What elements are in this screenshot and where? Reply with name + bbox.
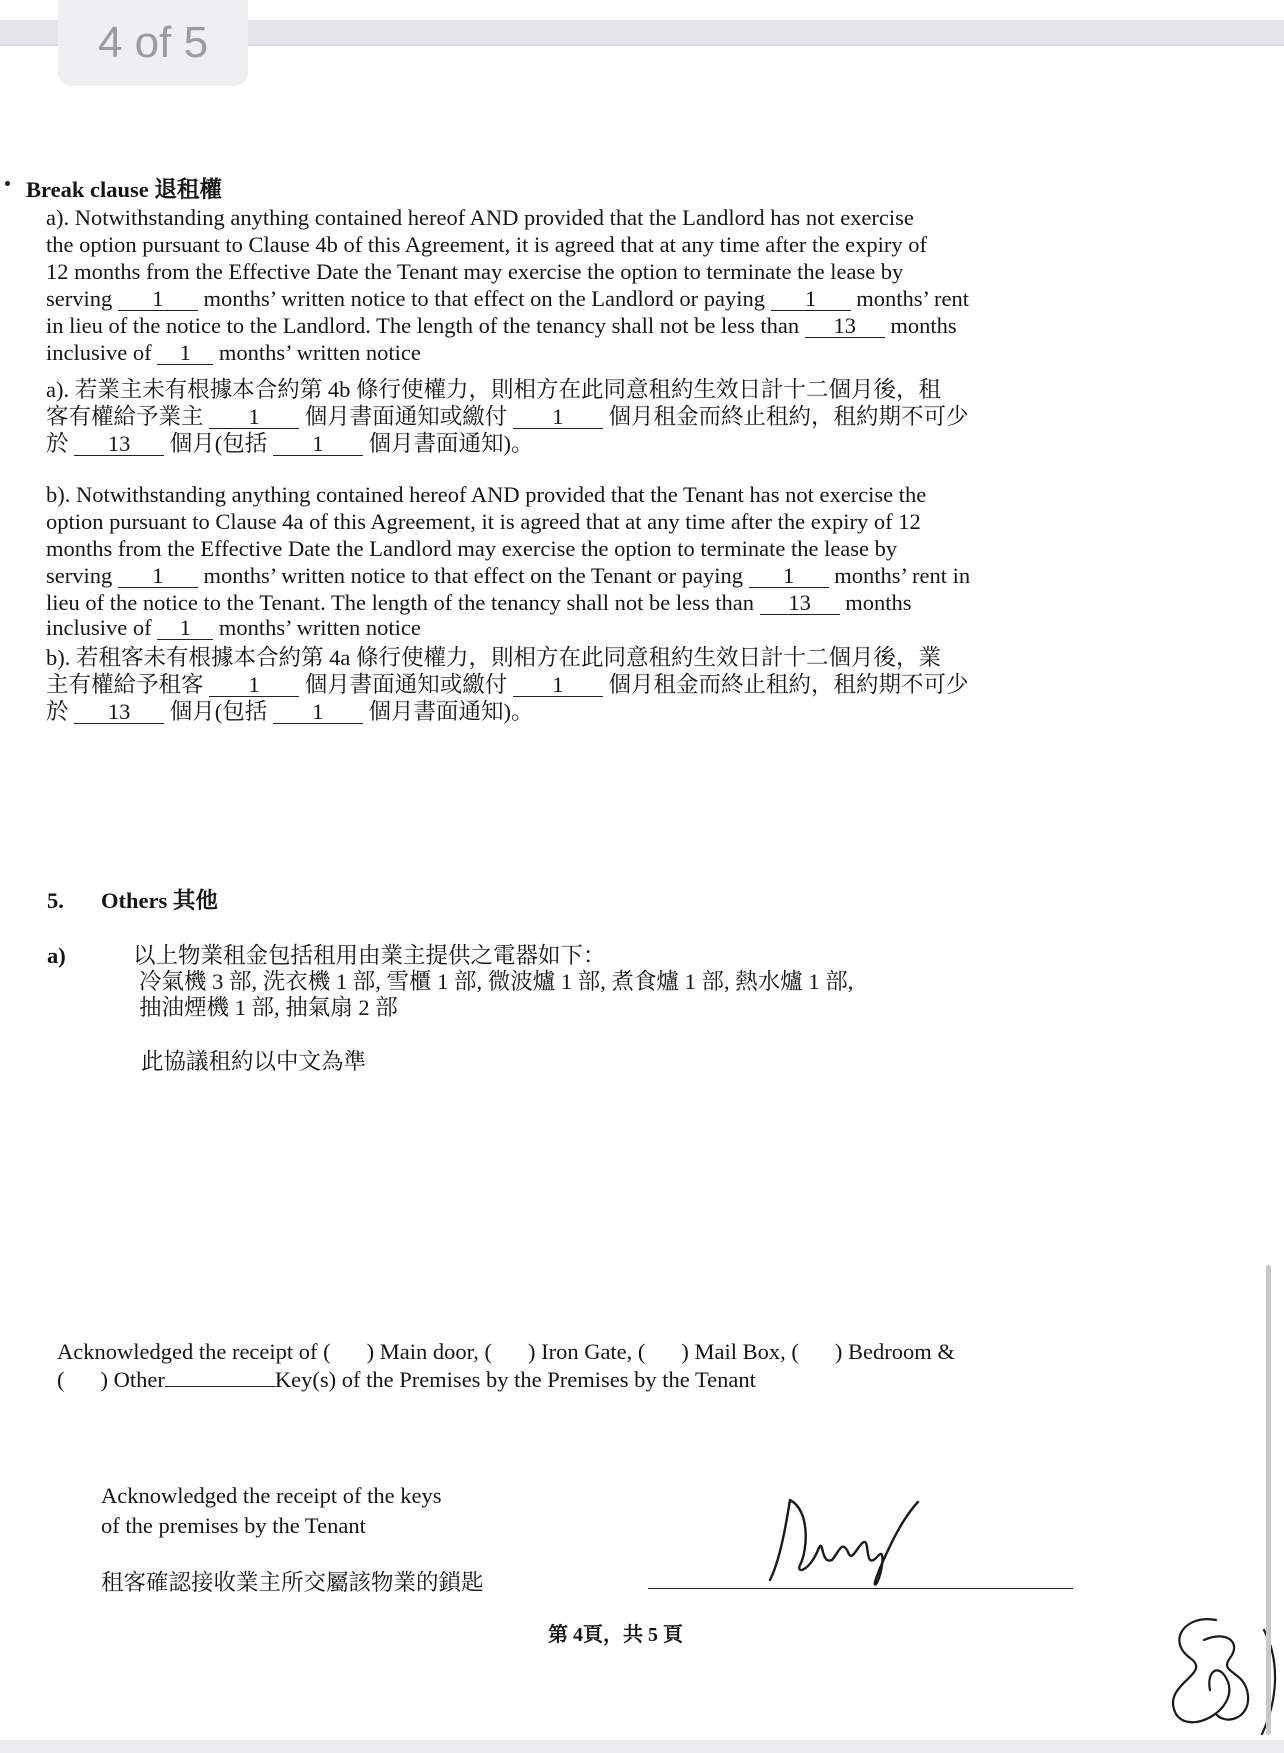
page-indicator: 4 of 5 bbox=[58, 0, 248, 86]
text: months’ written notice bbox=[218, 340, 421, 365]
clause-4b-en-line: option pursuant to Clause 4a of this Agreement, it is agreed that at any time after the expiry of 12 bbox=[46, 509, 921, 534]
text: ) Other bbox=[100, 1367, 165, 1392]
clause-4b-en-line: b). Notwithstanding anything contained hereof AND provided that the Tenant has not exercise the bbox=[46, 482, 927, 507]
text: 於 bbox=[46, 431, 69, 456]
clause-4b-zh-line: b). 若租客未有根據本合約第 4a 條行使權力，則相方在此同意租約生效日計十二個月後，業 bbox=[46, 645, 941, 670]
text: 個月租金而終止租約，租約期不可少 bbox=[608, 672, 969, 697]
text: months’ written notice to that effect on the Tenant or paying bbox=[203, 563, 744, 588]
clause-5-number: 5. bbox=[47, 888, 64, 913]
keys-receipt-line bbox=[57, 1338, 955, 1365]
text: ) Main door, ( bbox=[366, 1339, 492, 1364]
clause-4b-zh-line bbox=[46, 698, 534, 725]
text: 主有權給予租客 bbox=[46, 672, 204, 697]
text: serving bbox=[46, 563, 113, 588]
inclusive-months-field: 1 bbox=[273, 433, 363, 456]
text: months’ written notice bbox=[218, 615, 421, 640]
text: inclusive of bbox=[46, 340, 152, 365]
clause-4a-zh-line bbox=[46, 430, 534, 457]
clause-4-heading: Break clause 退租權 bbox=[26, 177, 222, 202]
text: 於 bbox=[46, 699, 69, 724]
text: 個月書面通知或繳付 bbox=[304, 404, 508, 429]
text: months bbox=[845, 590, 912, 615]
text: months’ rent bbox=[856, 286, 969, 311]
clause-4a-en-line bbox=[46, 312, 957, 339]
clause-4a-zh-line bbox=[46, 403, 969, 430]
clause-5a-label: a) bbox=[47, 943, 66, 968]
chinese-prevails-note: 此協議租約以中文為準 bbox=[141, 1049, 367, 1074]
text: ) Mail Box, ( bbox=[681, 1339, 799, 1364]
clause-5-heading: Others 其他 bbox=[101, 888, 218, 913]
scrollbar-thumb[interactable] bbox=[1266, 1265, 1271, 1735]
notice-months-field: 1 bbox=[118, 565, 198, 588]
clause-4a-en-line bbox=[46, 339, 421, 366]
text: months’ rent in bbox=[834, 563, 971, 588]
clause-4a-en-line: the option pursuant to Clause 4b of this Agreement, it is agreed that at any time after the expiry of bbox=[46, 232, 928, 257]
text: ) Iron Gate, ( bbox=[527, 1339, 646, 1364]
tenant-signature bbox=[760, 1480, 940, 1590]
clause-4a-en-line: a). Notwithstanding anything contained hereof AND provided that the Landlord has not exercise bbox=[46, 205, 914, 230]
page-footer: 第 4頁，共 5 頁 bbox=[548, 1624, 683, 1646]
keys-receipt-line bbox=[57, 1366, 756, 1393]
text: 客有權給予業主 bbox=[46, 404, 204, 429]
notice-months-field: 1 bbox=[209, 406, 299, 429]
clause-4a-en-line bbox=[46, 285, 969, 312]
clause-5a-line: 以上物業租金包括租用由業主提供之電器如下： bbox=[133, 943, 606, 968]
min-months-field: 13 bbox=[805, 315, 885, 338]
text: inclusive of bbox=[46, 615, 152, 640]
other-keys-field bbox=[165, 1386, 275, 1387]
inclusive-months-field: 1 bbox=[273, 701, 363, 724]
clause-4b-en-line bbox=[46, 614, 421, 641]
text: Acknowledged the receipt of ( bbox=[57, 1339, 331, 1364]
text: ) Bedroom & bbox=[834, 1339, 955, 1364]
text: lieu of the notice to the Tenant. The length of the tenancy shall not be less than bbox=[46, 590, 755, 615]
clause-4b-en-line: months from the Effective Date the Landlord may exercise the option to terminate the lease by bbox=[46, 536, 898, 561]
text: months’ written notice to that effect on the Landlord or paying bbox=[203, 286, 766, 311]
inclusive-months-field: 1 bbox=[157, 342, 213, 365]
tenant-ack-zh: 租客確認接收業主所交屬該物業的鎖匙 bbox=[101, 1570, 484, 1595]
clause-4b-en-line bbox=[46, 562, 970, 589]
viewer-bottom-edge bbox=[0, 1740, 1284, 1753]
initials-signature bbox=[1146, 1600, 1284, 1740]
rent-months-field: 1 bbox=[513, 406, 603, 429]
text: ( bbox=[57, 1367, 65, 1392]
rent-months-field: 1 bbox=[749, 565, 829, 588]
text: Key(s) of the Premises by the Premises by the Tenant bbox=[274, 1367, 756, 1392]
notice-months-field: 1 bbox=[209, 674, 299, 697]
min-months-field: 13 bbox=[760, 592, 840, 615]
text: serving bbox=[46, 286, 113, 311]
notice-months-field: 1 bbox=[118, 288, 198, 311]
text: months bbox=[890, 313, 957, 338]
clause-4b-en-line bbox=[46, 589, 912, 616]
tenant-ack-en: of the premises by the Tenant bbox=[101, 1513, 366, 1538]
min-months-field: 13 bbox=[74, 701, 164, 724]
text: 個月書面通知)。 bbox=[368, 431, 534, 456]
clause-4a-zh-line: a). 若業主未有根據本合約第 4b 條行使權力，則相方在此同意租約生效日計十二個月後，租 bbox=[46, 377, 941, 402]
tenant-ack-en: Acknowledged the receipt of the keys bbox=[101, 1483, 442, 1508]
clause-5a-line: 抽油煙機 1 部, 抽氣扇 2 部 bbox=[139, 995, 398, 1020]
text: in lieu of the notice to the Landlord. The length of the tenancy shall not be less than bbox=[46, 313, 800, 338]
clause-4a-en-line: 12 months from the Effective Date the Tenant may exercise the option to terminate the lease by bbox=[46, 259, 904, 284]
text: 個月(包括 bbox=[169, 431, 268, 456]
text: 個月租金而終止租約，租約期不可少 bbox=[608, 404, 969, 429]
text: 個月(包括 bbox=[169, 699, 268, 724]
rent-months-field: 1 bbox=[513, 674, 603, 697]
clause-5a-line: 冷氣機 3 部, 洗衣機 1 部, 雪櫃 1 部, 微波爐 1 部, 煮食爐 1 部, 熱水爐 1 部, bbox=[139, 969, 854, 994]
text: 個月書面通知或繳付 bbox=[304, 672, 508, 697]
text: 個月書面通知)。 bbox=[368, 699, 534, 724]
clause-4b-zh-line bbox=[46, 671, 969, 698]
min-months-field: 13 bbox=[74, 433, 164, 456]
rent-months-field: 1 bbox=[771, 288, 851, 311]
inclusive-months-field: 1 bbox=[157, 617, 213, 640]
